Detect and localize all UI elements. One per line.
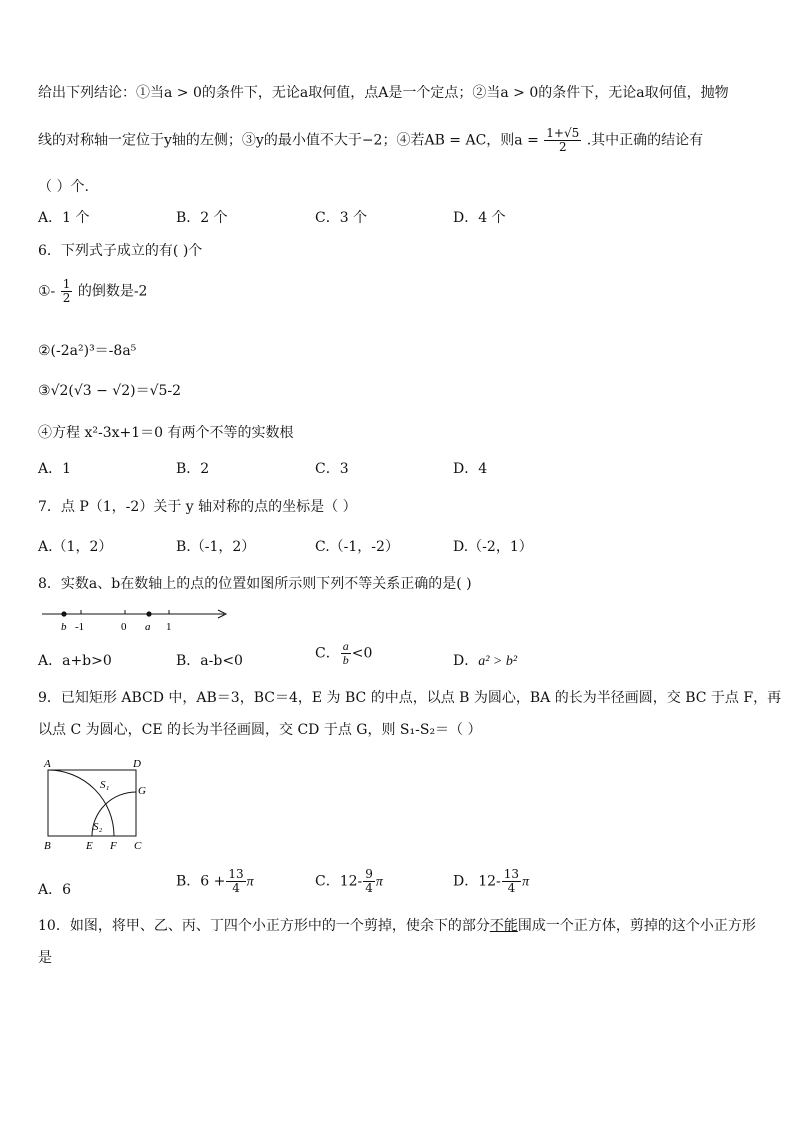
q10-line2: 是	[38, 950, 52, 966]
q9-optc-den: 4	[365, 881, 373, 895]
q8-option-c-fraction	[341, 640, 351, 667]
q8-option-d-expr: a² > b²	[478, 654, 518, 669]
q8-label-b: b	[61, 621, 67, 633]
q5-frac-num: 1+√5	[546, 126, 580, 140]
q9-option-b-fraction	[226, 868, 245, 895]
q10-line1-a: 10．如图，将甲、乙、丙、丁四个小正方形中的一个剪掉，使余下的部分	[38, 918, 490, 934]
q5-line1: 给出下列结论：①当a > 0的条件下，无论a取何值，点A是一个定点；②当a > 0的条件下，无论a取何值，抛物	[38, 85, 729, 101]
q10-line1	[38, 915, 756, 935]
q8-stem: 8．实数a、b在数轴上的点的位置如图所示则下列不等关系正确的是( )	[38, 576, 472, 592]
q5-option-b: B．2 个	[176, 210, 228, 226]
q9-optd-den: 4	[507, 881, 516, 895]
q9-option-c-fraction	[363, 868, 375, 895]
q9-optb-num: 13	[228, 867, 244, 881]
q5-option-d: D．4 个	[453, 210, 506, 226]
q9-option-c	[315, 868, 383, 895]
q5-frac-den: 2	[558, 140, 567, 154]
q9-line1: 9．已知矩形 ABCD 中，AB＝3，BC＝4，E 为 BC 的中点，以点 B 为圆心，BA 的长为半径画圆，交 BC 于点 F，再	[38, 690, 782, 706]
q8-option-b: B．a-b<0	[176, 653, 243, 669]
q9-label-g: G	[138, 785, 146, 797]
q9-option-b-pre: 6 +	[200, 873, 226, 890]
q5-line2-tail: .其中正确的结论有	[586, 132, 704, 149]
q9-option-b	[176, 868, 254, 895]
q9-option-d-fraction	[502, 868, 521, 895]
q9-label-s1: S₁	[100, 779, 110, 791]
q9-label-b: B	[44, 840, 51, 852]
q5-line3: （ ）个.	[38, 179, 89, 195]
q9-option-d-letter: D．12-	[453, 873, 501, 890]
q9-label-a: A	[44, 758, 51, 770]
q9-rect	[48, 770, 136, 836]
q9-optb-den: 4	[232, 881, 240, 895]
q9-label-e: E	[86, 840, 93, 852]
q9-optd-num: 13	[503, 867, 520, 881]
q9-option-c-pi: π	[375, 874, 383, 890]
q6-item1-pre: ①-	[38, 283, 56, 300]
q7-option-b: B.（-1，2）	[176, 539, 256, 555]
q8-option-d-letter: D．	[453, 653, 479, 669]
q6-item3-pre: ③	[38, 383, 51, 399]
q6-item1-den: 2	[62, 291, 71, 305]
q5-line2	[38, 127, 703, 154]
q6-item1-num: 1	[62, 277, 71, 291]
q6-item2: ②(-2a²)³＝-8a⁵	[38, 343, 137, 359]
q9-label-f: F	[110, 840, 117, 852]
q5-option-a: A．1 个	[38, 210, 90, 226]
q8-option-c-tail: <0	[351, 645, 373, 662]
q6-item1	[38, 278, 147, 305]
q6-option-d: D．4	[453, 461, 488, 477]
q9-rectangle-figure	[38, 756, 158, 852]
q7-option-a: A.（1，2）	[38, 539, 113, 555]
q9-label-s2: S₂	[93, 821, 103, 833]
q8-point-a	[146, 611, 151, 616]
q9-optc-num: 9	[365, 867, 373, 881]
q8-optc-num: a	[342, 639, 349, 653]
q6-item1-tail: 的倒数是-2	[77, 283, 148, 300]
q10-line1-b: 围成一个正方体，剪掉的这个小正方形	[517, 918, 756, 934]
q6-option-c: C．3	[315, 461, 349, 477]
q8-label-a: a	[145, 621, 151, 633]
q6-item3-sqrt: √2	[50, 383, 69, 399]
q8-optc-den: b	[342, 653, 349, 667]
q8-option-c-letter: C．	[315, 645, 340, 662]
q7-option-c: C.（-1，-2）	[315, 539, 399, 555]
q10-line1-underlined: 不能	[489, 918, 518, 934]
q7-stem: 7．点 P（1，-2）关于 y 轴对称的点的坐标是（ ）	[38, 499, 357, 515]
q8-label-0: 0	[121, 621, 127, 633]
q6-item3	[38, 380, 181, 400]
q8-number-line	[38, 604, 238, 636]
q5-fraction	[544, 127, 581, 154]
q9-option-c-letter: C．12-	[315, 873, 363, 890]
q6-option-a: A．1	[38, 461, 72, 477]
q6-option-b: B．2	[176, 461, 210, 477]
q8-label-neg1: -1	[75, 621, 85, 633]
q9-option-b-letter: B．	[176, 873, 201, 890]
q9-line2: 以点 C 为圆心，CE 的长为半径画圆，交 CD 于点 G，则 S₁-S₂＝（ ）	[38, 722, 482, 738]
q8-point-b	[61, 611, 66, 616]
q9-label-d: D	[133, 758, 141, 770]
q9-option-b-pi: π	[246, 874, 254, 890]
q9-label-c: C	[134, 840, 142, 852]
q5-line2-text: 线的对称轴一定位于y轴的左侧；③y的最小值不大于−2；④若AB = AC，则a =	[38, 132, 539, 149]
q6-item3-tail: (√3 − √2)＝√5-2	[68, 383, 182, 399]
q6-stem: 6．下列式子成立的有( )个	[38, 243, 203, 259]
q6-item1-fraction	[61, 278, 73, 305]
q7-option-d: D.（-2，1）	[453, 539, 533, 555]
q9-option-a: A．6	[38, 882, 72, 898]
q9-option-d-pi: π	[522, 874, 530, 890]
q8-option-a: A．a+b>0	[38, 653, 112, 669]
q5-option-c: C．3 个	[315, 210, 368, 226]
q6-item4: ④方程 x²-3x+1＝0 有两个不等的实数根	[38, 425, 294, 441]
q8-option-c	[315, 640, 372, 667]
q8-label-1: 1	[166, 621, 172, 633]
q8-option-d	[453, 650, 517, 670]
q9-option-d	[453, 868, 529, 895]
